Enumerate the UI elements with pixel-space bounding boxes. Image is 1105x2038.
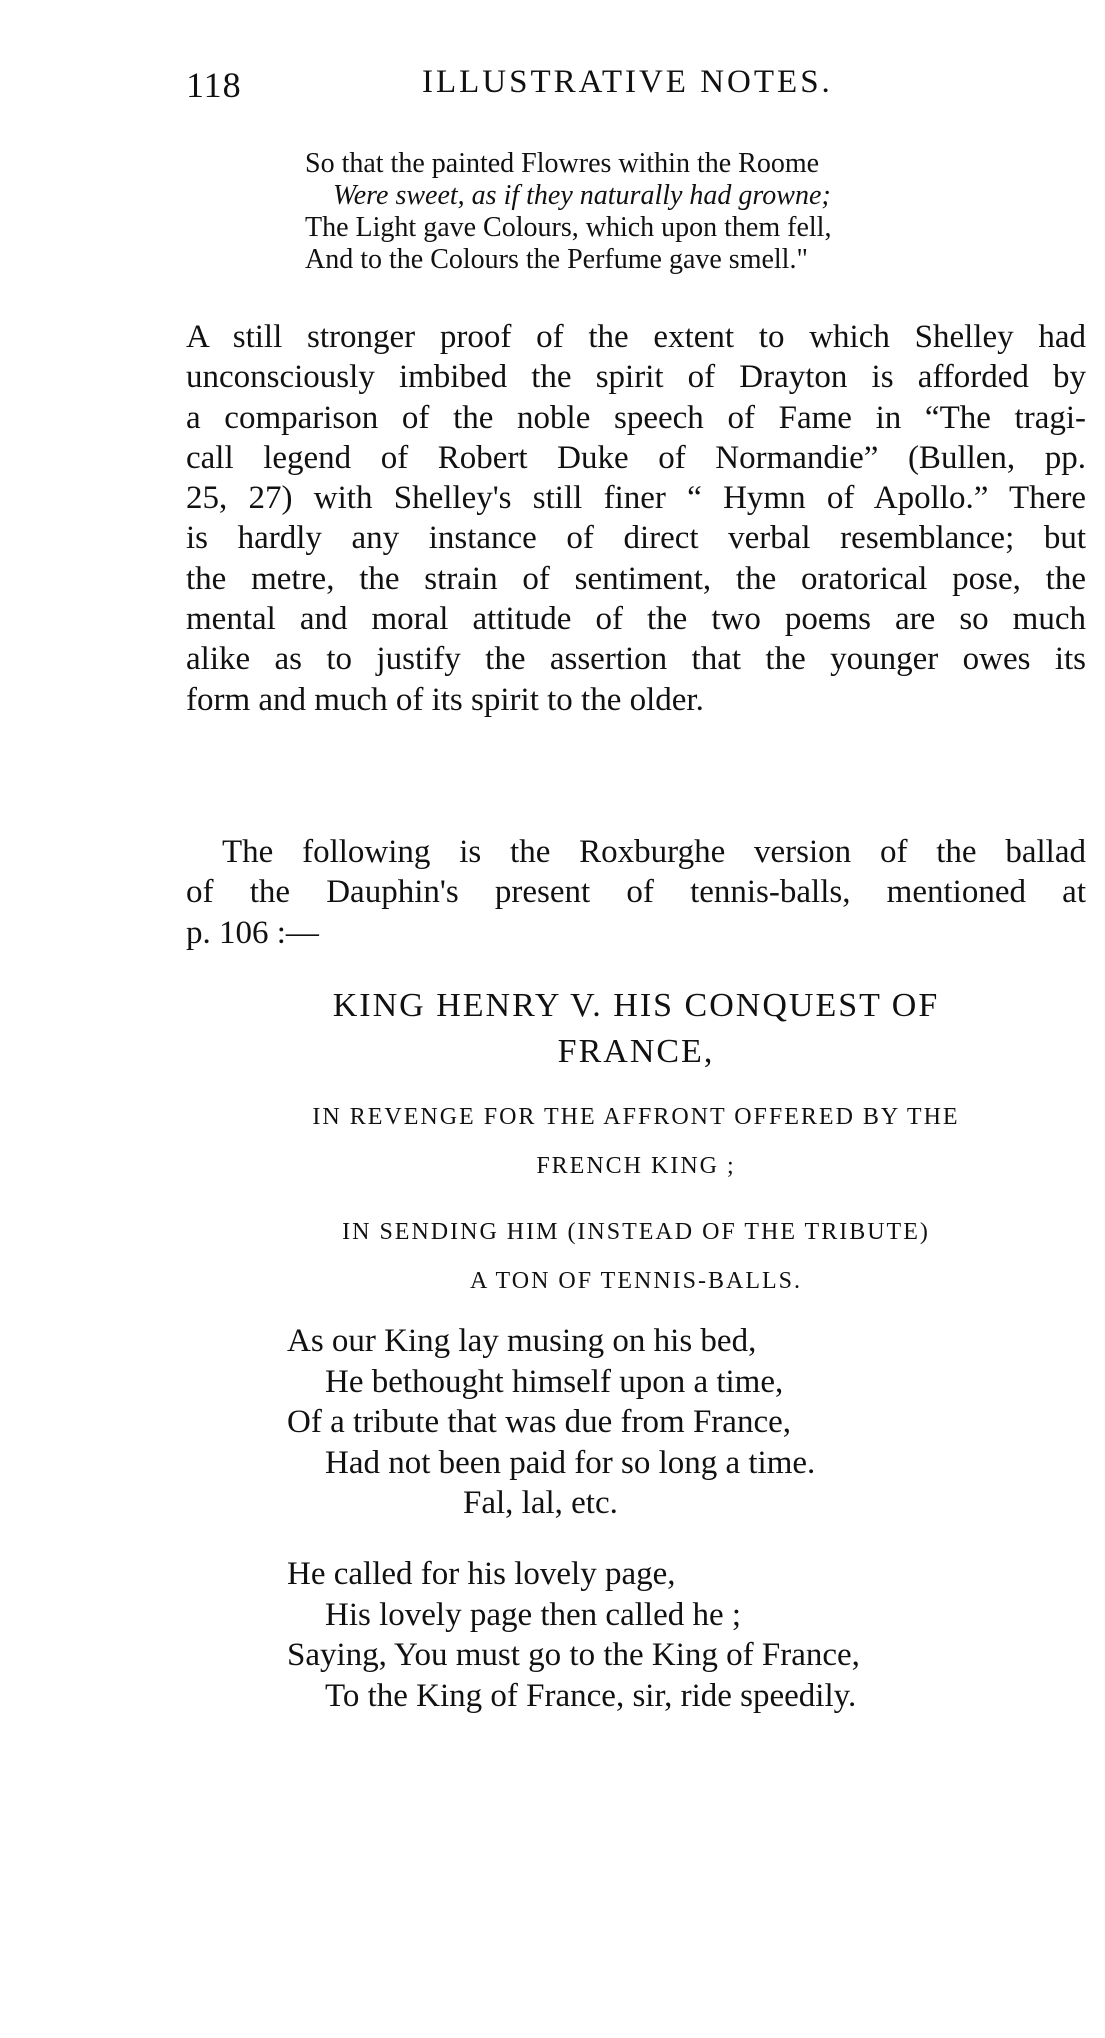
- verse-line: Were sweet, as if they naturally had growne;: [333, 180, 831, 211]
- page-number: 118: [186, 65, 242, 105]
- title-line: FRANCE,: [557, 1033, 715, 1070]
- ballad-subtitle: [186, 1093, 1086, 1191]
- verse-line: Saying, You must go to the King of France,: [287, 1637, 860, 1673]
- text-line: a comparison of the noble speech of Fame in “The tragi-: [186, 399, 1086, 436]
- ballad-subtitle: [186, 1208, 1086, 1306]
- verse-line: To the King of France, sir, ride speedily.: [325, 1677, 857, 1714]
- ballad-stanza: [287, 1321, 815, 1524]
- ballad-stanza: [287, 1554, 860, 1716]
- verse-line: The Light gave Colours, which upon them fell,: [305, 212, 832, 243]
- text-line: unconsciously imbibed the spirit of Drayton is afforded by: [186, 359, 1086, 396]
- subtitle-line: IN REVENGE FOR THE AFFRONT OFFERED BY THE: [312, 1104, 960, 1130]
- text-line: A still stronger proof of the extent to which Shelley had: [186, 319, 1086, 355]
- verse-line: As our King lay musing on his bed,: [287, 1323, 757, 1359]
- text-line: of the Dauphin's present of tennis-balls, mentioned at: [186, 874, 1086, 911]
- text-line: form and much of its spirit to the older.: [186, 681, 704, 718]
- verse-line: Had not been paid for so long a time.: [325, 1444, 816, 1481]
- text-line: is hardly any instance of direct verbal resemblance; but: [186, 520, 1086, 557]
- text-line: the metre, the strain of sentiment, the oratorical pose, the: [186, 560, 1086, 597]
- running-head: ILLUSTRATIVE NOTES.: [422, 64, 833, 100]
- paragraph-roxburghe: [186, 832, 1086, 953]
- verse-line: So that the painted Flowres within the Roome: [305, 148, 820, 179]
- subtitle-line: FRENCH KING ;: [536, 1153, 736, 1179]
- refrain-line: Fal, lal, etc.: [463, 1485, 618, 1521]
- subtitle-line: IN SENDING HIM (INSTEAD OF THE TRIBUTE): [342, 1219, 930, 1245]
- subtitle-line: A TON OF TENNIS-BALLS.: [469, 1268, 803, 1294]
- text-line: call legend of Robert Duke of Normandie” (Bullen, pp.: [186, 439, 1086, 476]
- ballad-title: [186, 983, 1086, 1075]
- verse-line: And to the Colours the Perfume gave smell.": [305, 244, 808, 275]
- verse-line: Of a tribute that was due from France,: [287, 1404, 791, 1440]
- paragraph-drayton-shelley: [186, 317, 1086, 720]
- text-line: mental and moral attitude of the two poems are so much: [186, 601, 1086, 638]
- title-line: KING HENRY V. HIS CONQUEST OF: [332, 987, 940, 1024]
- text-line: 25, 27) with Shelley's still finer “ Hymn of Apollo.” There: [186, 480, 1086, 517]
- verse-line: He bethought himself upon a time,: [325, 1363, 784, 1400]
- quoted-verse: [305, 148, 831, 276]
- verse-line: He called for his lovely page,: [287, 1556, 676, 1592]
- text-line: The following is the Roxburghe version of the ballad: [222, 834, 1086, 870]
- text-line: p. 106 :—: [186, 914, 319, 951]
- verse-line: His lovely page then called he ;: [325, 1596, 742, 1633]
- text-line: alike as to justify the assertion that the younger owes its: [186, 641, 1086, 678]
- page-header: [186, 64, 1086, 114]
